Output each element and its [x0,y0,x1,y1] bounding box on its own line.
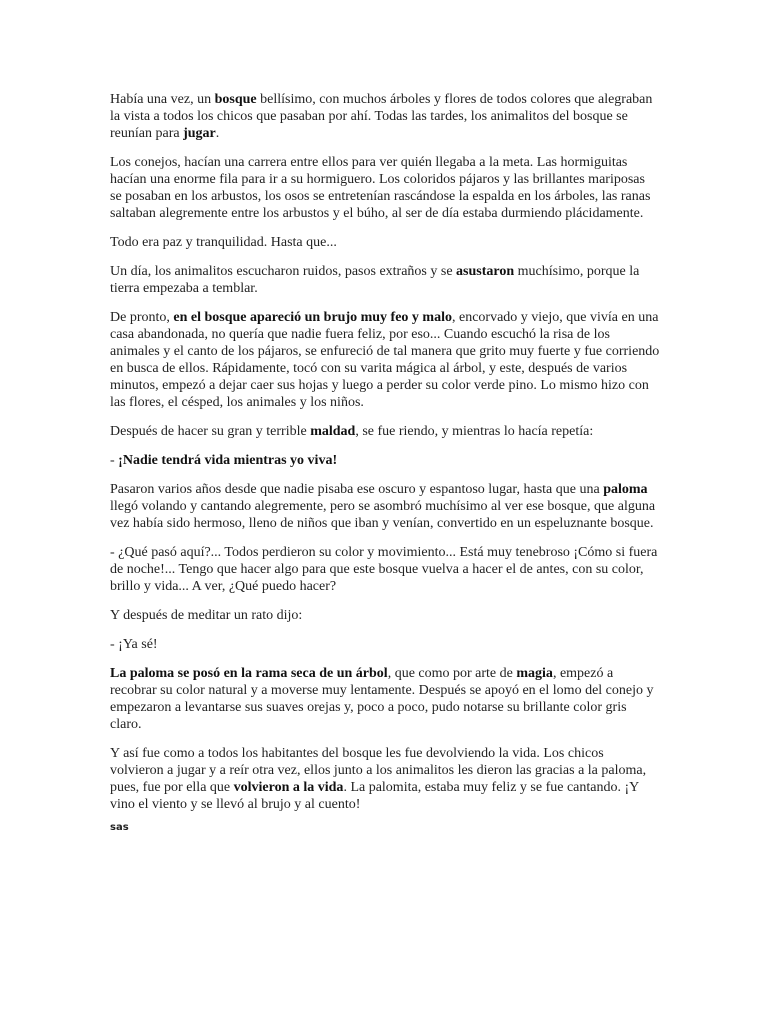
text-run: De pronto, [110,310,174,325]
story-paragraph [110,154,660,222]
text-run: llegó volando y cantando alegremente, pero se asombró muchísimo al ver ese bosque, que alguna vez había sido hermoso, lleno de niños que iban y venían, convertido en un espeluznante bosque. [110,499,656,531]
text-run: muchísimo, porque la tierra empezaba a temblar. [110,264,640,296]
story-paragraph [110,234,660,251]
bold-text: asustaron [456,264,515,279]
story-paragraph [110,665,660,733]
bold-text: maldad [310,424,356,439]
story-paragraph [110,745,660,813]
text-run: , se fue riendo, y mientras lo hacía repetía: [355,424,594,439]
story-paragraph [110,91,660,142]
text-run: , encorvado y viejo, que vivía en una casa abandonada, no quería que nadie fuera feliz, por eso... Cuando escuchó la risa de los animales y el canto de los pájaros, se enfureció de tal manera que grito muy fuerte y fue corriendo en busca de ellos. Rápidamente, tocó con su varita mágica al árbol, y este, después de varios minutos, empezó a dejar caer sus hojas y luego a perder su color verde pino. Lo mismo hizo con las flores, el césped, los animales y los niños. [110,310,660,410]
story-paragraph [110,309,660,411]
text-run: Los conejos, hacían una carrera entre ellos para ver quién llegaba a la meta. Las hormiguitas hacían una enorme fila para ir a su hormiguero. Los coloridos pájaros y las brillantes mariposas se posaban en los arbustos, los osos se entretenían rascándose la espalda en los árboles, las ranas saltaban alegremente entre los arbustos y el búho, al ser de día estaba durmiendo plácidamente. [110,155,651,221]
text-run: Un día, los animalitos escucharon ruidos, pasos extraños y se [110,264,457,279]
story-paragraph [110,263,660,297]
text-run: Todo era paz y tranquilidad. Hasta que... [110,235,337,250]
story-paragraph [110,423,660,440]
text-run: Después de hacer su gran y terrible [110,424,311,439]
bold-text: bosque [214,92,257,107]
text-run: Y después de meditar un rato dijo: [110,608,303,623]
text-run: , empezó a recobrar su color natural y a moverse muy lentamente. Después se apoyó en el lomo del conejo y empezaron a levantarse sus suaves orejas y, poco a poco, pudo notarse su brillante color gris claro. [110,666,654,732]
text-run: - [110,453,119,468]
text-run: - ¡Ya sé! [110,637,158,652]
story-paragraph [110,636,660,653]
text-run: Había una vez, un [110,92,215,107]
bold-text: paloma [603,482,648,497]
story-paragraph [110,607,660,624]
bold-text: ¡Nadie tendrá vida mientras yo viva! [118,453,338,468]
story-paragraph [110,544,660,595]
text-run: . [215,126,220,141]
text-run: , que como por arte de [387,666,517,681]
bold-text: magia [516,666,553,681]
bold-text: volvieron a la vida [233,780,344,795]
bold-text: en el bosque apareció un brujo muy feo y malo [173,310,452,325]
text-run: Y así fue como a todos los habitantes del bosque les fue devolviendo la vida. Los chicos volvieron a jugar y a reír otra vez, ellos junto a los animalitos les dieron las gracias a la paloma, pues, fue por ella que [110,746,647,795]
text-run: . La palomita, estaba muy feliz y se fue cantando. ¡Y vino el viento y se llevó al brujo y al cuento! [110,780,639,812]
story-paragraph [110,452,660,469]
bold-text: jugar [183,126,216,141]
story-body [110,91,660,813]
text-run: Pasaron varios años desde que nadie pisaba ese oscuro y espantoso lugar, hasta que una [110,482,604,497]
signature: sas [110,822,129,833]
document-page [110,91,660,836]
text-run: - ¿Qué pasó aquí?... Todos perdieron su color y movimiento... Está muy tenebroso ¡Cómo si fuera de noche!... Tengo que hacer algo para que este bosque vuelva a hacer el de antes, con su color, brillo y vida... A ver, ¿Qué puedo hacer? [110,545,658,594]
story-paragraph [110,481,660,532]
text-run: bellísimo, con muchos árboles y flores de todos colores que alegraban la vista a todos los chicos que pasaban por ahí. Todas las tardes, los animalitos del bosque se reunían para [110,92,653,141]
bold-text: La paloma se posó en la rama seca de un árbol [110,666,388,681]
